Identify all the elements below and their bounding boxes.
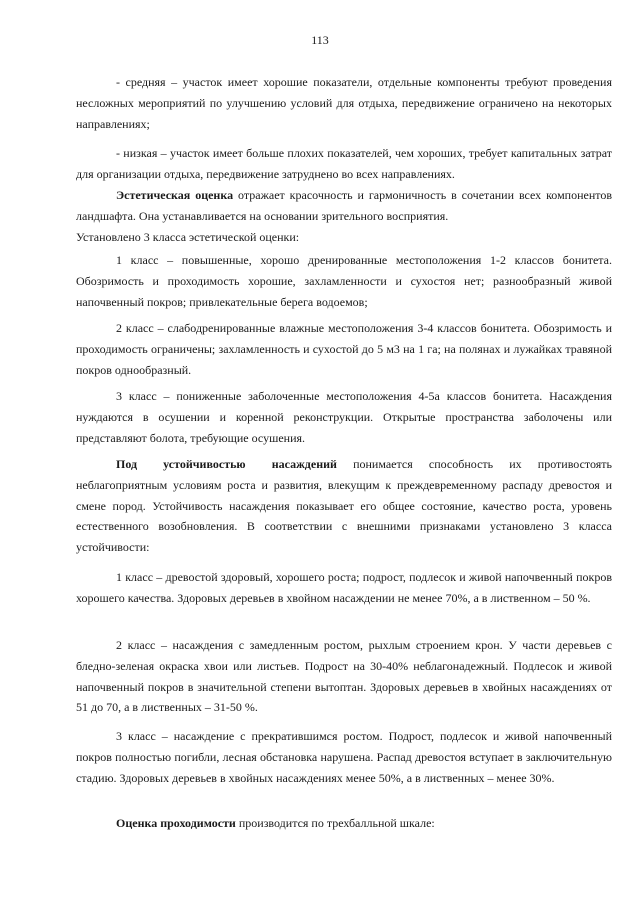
paragraph-stability-class-2: 2 класс – насаждения с замедленным ростом, рыхлым строением крон. У части деревьев с бледно-зеленая окраска хвои или листьев. Подрост на 30-40% неблагонадежный. Подлесок и живой напочвенный покров в значительной степени вытоптан. Здоровых деревьев в хвойных насаждениях от 51 до 70, а в лиственных – 31-50 %. — [76, 638, 612, 715]
paragraph-aesthetic-classes-intro: Установлено 3 класса эстетической оценки: — [76, 230, 300, 244]
paragraph-aesthetic-class-2: 2 класс – слабодренированные влажные местоположения 3-4 классов бонитета. Обозримость и проходимость ограничены; захламленность и сухостой до 5 м3 на 1 га; на полянах и лужайках травяной покров однообразный. — [76, 321, 612, 377]
paragraph-aesthetic-assessment — [76, 185, 612, 227]
paragraph-text: производится по трехбалльной шкале: — [238, 816, 435, 830]
paragraph-text: отражает красочность и гармоничность в сочетании всех компонентов ландшафта. Она устанавливается на основании зрительного восприятия. — [76, 188, 613, 223]
paragraph-stability-class-3: 3 класс – насаждение с прекратившимся ростом. Подрост, подлесок и живой напочвенный покров полностью погибли, лесная обстановка нарушена. Распад древостоя вступает в заключительную стадию. Здоровых деревьев в хвойных насаждениях менее 50%, а в лиственных – менее 30%. — [76, 729, 612, 785]
paragraph-passability-assessment — [76, 813, 612, 834]
paragraph-low-level: - низкая – участок имеет больше плохих показателей, чем хороших, требует капитальных затрат для организации отдыха, передвижение затруднено во всех направлениях. — [76, 146, 612, 181]
page-number: 113 — [311, 33, 329, 47]
paragraph-text: понимается способность их противостоять неблагоприятным условиям роста и развития, влекущим к преждевременному распаду древостоя и смене пород. Устойчивость насаждения показывает его общее состояние, качество роста, уровень естественного возобновления. В соответствии с внешними признаками установлено 3 класса устойчивости: — [76, 457, 613, 555]
term-aesthetic-assessment: Эстетическая оценка — [116, 188, 234, 202]
paragraph-stand-stability — [76, 454, 612, 558]
term-stand-stability: Под устойчивостью насаждений — [116, 457, 337, 471]
paragraph-aesthetic-class-1: 1 класс – повышенные, хорошо дренированные местоположения 1-2 классов бонитета. Обозримость и проходимость хорошие, захламленности и сухостоя нет; разнообразный живой напочвенный покров; привлекательные берега водоемов; — [76, 253, 612, 309]
term-passability-assessment: Оценка проходимости — [116, 816, 236, 830]
paragraph-medium-level: - средняя – участок имеет хорошие показатели, отдельные компоненты требуют проведения несложных мероприятий по улучшению условий для отдыха, передвижение ограничено на некоторых направлениях; — [76, 75, 612, 131]
paragraph-stability-class-1: 1 класс – древостой здоровый, хорошего роста; подрост, подлесок и живой напочвенный покров хорошего качества. Здоровых деревьев в хвойном насаждении не менее 70%, а в лиственном – 50 %. — [76, 570, 612, 605]
paragraph-aesthetic-class-3: 3 класс – пониженные заболоченные местоположения 4-5а классов бонитета. Насаждения нуждаются в осушении и коренной реконструкции. Открытые пространства заболочены или представляют болота, требующие осушения. — [76, 389, 612, 445]
